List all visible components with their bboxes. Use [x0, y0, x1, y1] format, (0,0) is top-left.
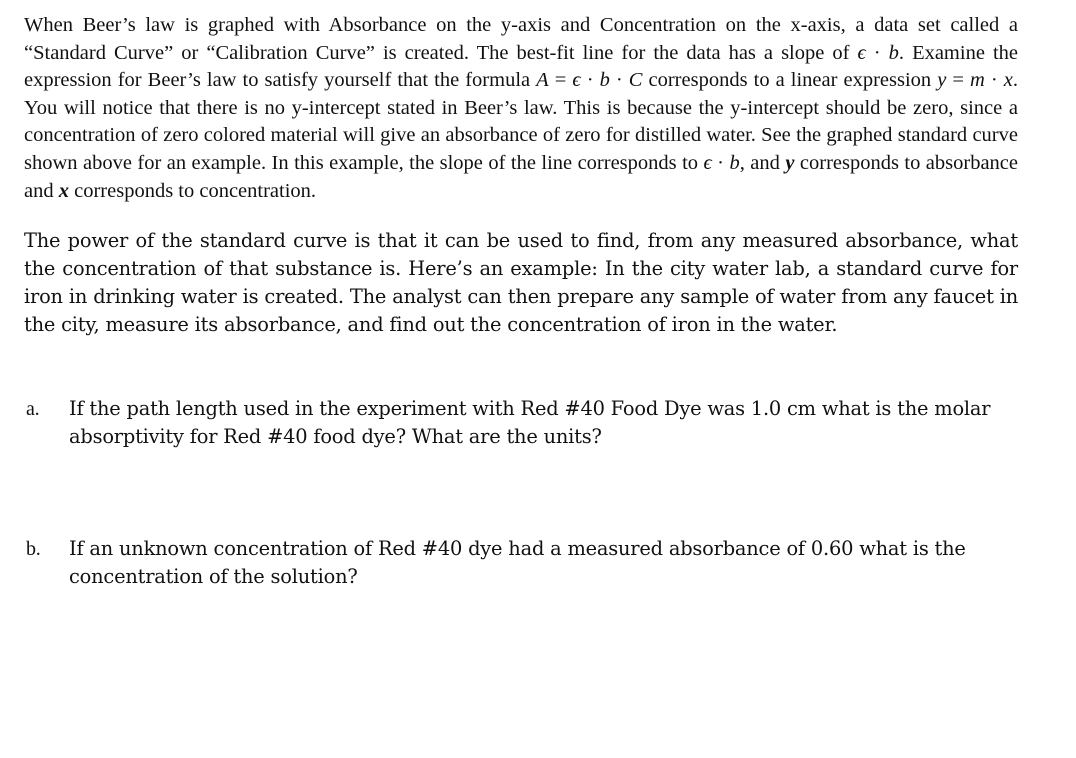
- question-text: If an unknown concentration of Red #40 dye had a measured absorbance of 0.60 what is the concentration of the solution?: [69, 537, 966, 589]
- epsilon-symbol: ϵ: [857, 41, 866, 64]
- p1-text-2: . Examine the expression for Beer’s law to satisfy yourself that the formula: [24, 41, 1019, 92]
- equals-sign: =: [548, 69, 573, 92]
- p1-text-4: . You will notice that there is no y-intercept stated in Beer’s law. This is because the y-intercept should be zero, since a concentration of zero colored material will give an absorbance of zero for distilled water. See the graphed standard curve shown above for an example. In this example, the slope of the line corresponds to: [24, 69, 1018, 174]
- beers-law-paragraph: [24, 12, 1018, 205]
- dot-operator: ·: [609, 69, 629, 92]
- p1-text-7: corresponds to concentration.: [68, 179, 317, 202]
- dot-operator: ·: [984, 69, 1004, 92]
- epsilon-symbol: ϵ: [703, 151, 712, 174]
- standard-curve-paragraph: The power of the standard curve is that it can be used to find, from any measured absorbance, what the concentration of that substance is. Here’s an example: In the city water lab, a standard curve for iron in drinking water is created. The analyst can then prepare any sample of water from any faucet in the city, measure its absorbance, and find out the concentration of iron in the water.: [24, 229, 1018, 337]
- p1-text-5: , and: [739, 151, 786, 174]
- question-a: [24, 395, 1018, 451]
- var-A: A: [536, 69, 549, 92]
- equals-sign: =: [946, 69, 971, 92]
- dot-operator: ·: [580, 69, 600, 92]
- p1-text-1: When Beer’s law is graphed with Absorbance on the y-axis and Concentration on the x-axis, a data set called a “Standard Curve” or “Calibration Curve” is created. The best-fit line for the data has a slope of: [24, 14, 1018, 64]
- document-page: [24, 12, 1018, 591]
- var-m: m: [970, 69, 985, 92]
- var-b: b: [599, 69, 610, 92]
- var-y-bold: y: [785, 151, 795, 174]
- question-b: [24, 535, 1018, 591]
- var-y: y: [937, 69, 947, 92]
- question-text: If the path length used in the experiment with Red #40 Food Dye was 1.0 cm what is the molar absorptivity for Red #40 food dye? What are the units?: [69, 397, 991, 449]
- var-b: b: [888, 41, 899, 64]
- question-marker: b.: [26, 538, 41, 561]
- epsilon-symbol: ϵ: [572, 69, 581, 92]
- dot-operator: ·: [711, 151, 730, 174]
- p1-text-3: corresponds to a linear expression: [642, 69, 938, 92]
- var-x-bold: x: [58, 179, 69, 202]
- var-C: C: [628, 69, 643, 92]
- var-b: b: [729, 151, 740, 174]
- p1-text-6: corresponds to absorbance and: [24, 151, 1019, 202]
- dot-operator: ·: [865, 41, 889, 64]
- question-marker: a.: [26, 398, 40, 421]
- var-x: x: [1003, 69, 1013, 92]
